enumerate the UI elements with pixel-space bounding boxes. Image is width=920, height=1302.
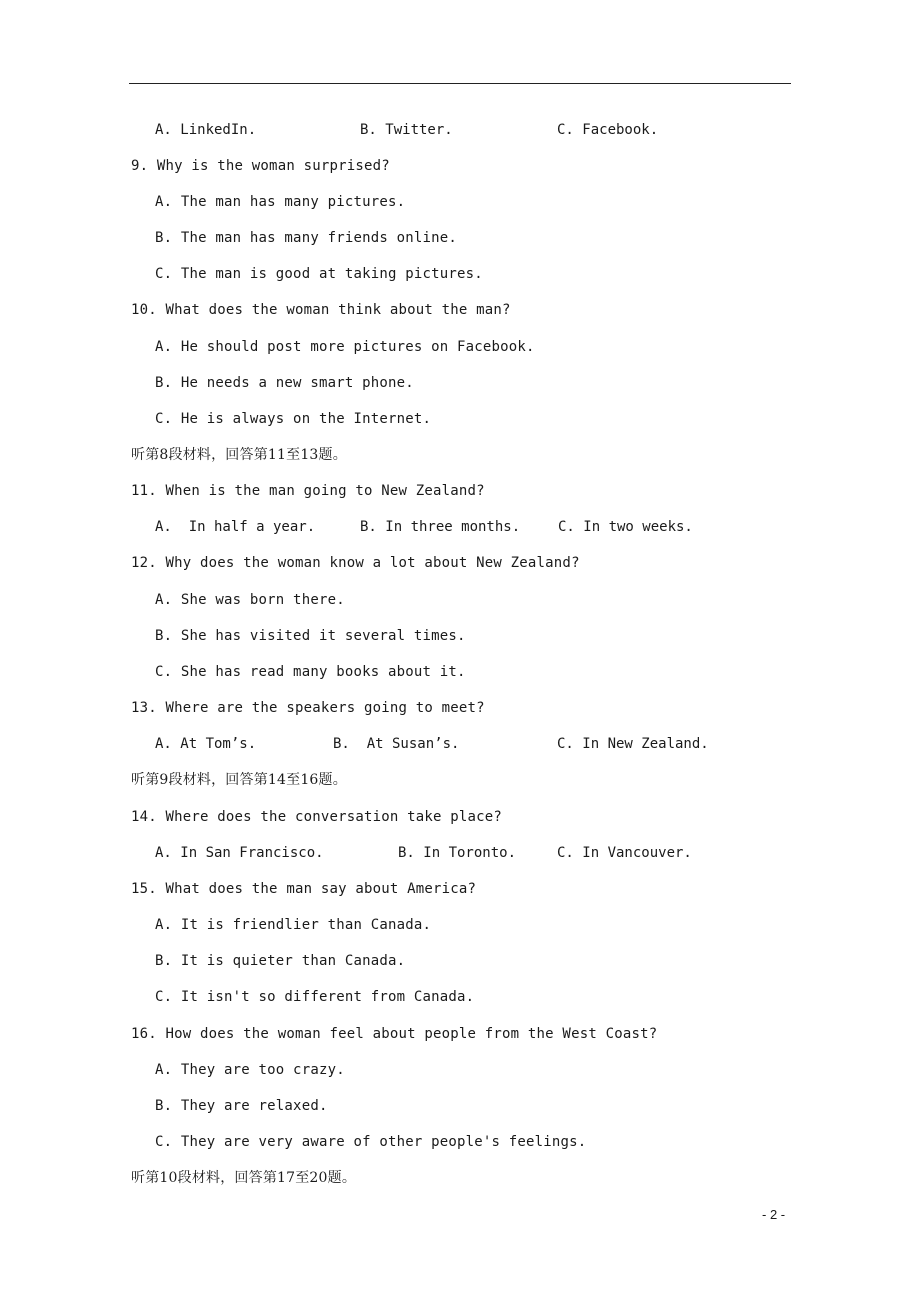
q8-option-b: B. Twitter.: [360, 122, 453, 138]
q16-option-a: A. They are too crazy.: [155, 1062, 345, 1078]
q10-option-b: B. He needs a new smart phone.: [155, 375, 414, 391]
q14-stem: 14. Where does the conversation take place?: [131, 809, 503, 825]
section-10-instruction: 听第10段材料，回答第17至20题。: [131, 1170, 357, 1186]
q8-option-c: C. Facebook.: [557, 122, 659, 138]
q12-option-c: C. She has read many books about it.: [155, 664, 466, 680]
header-rule: [129, 83, 791, 84]
q13-option-a: A. At Tom’s.: [155, 736, 257, 752]
q15-option-b: B. It is quieter than Canada.: [155, 953, 406, 969]
section-9-instruction: 听第9段材料，回答第14至16题。: [131, 772, 347, 788]
q11-option-b: B. In three months.: [360, 519, 521, 535]
q10-option-c: C. He is always on the Internet.: [155, 411, 432, 427]
q15-option-c: C. It isn't so different from Canada.: [155, 989, 475, 1005]
q13-option-b: B. At Susan’s.: [333, 736, 460, 752]
page-number: - 2 -: [762, 1207, 786, 1222]
q13-stem: 13. Where are the speakers going to meet?: [131, 700, 485, 716]
q14-option-c: C. In Vancouver.: [557, 845, 692, 861]
q11-option-c: C. In two weeks.: [558, 519, 693, 535]
q15-stem: 15. What does the man say about America?: [131, 881, 477, 897]
q10-stem: 10. What does the woman think about the man?: [131, 302, 511, 318]
q10-option-a: A. He should post more pictures on Facebook.: [155, 339, 535, 355]
q11-stem: 11. When is the man going to New Zealand?: [131, 483, 485, 499]
q9-option-c: C. The man is good at taking pictures.: [155, 266, 483, 282]
q9-option-a: A. The man has many pictures.: [155, 194, 406, 210]
q12-stem: 12. Why does the woman know a lot about New Zealand?: [131, 555, 580, 571]
q16-option-c: C. They are very aware of other people's feelings.: [155, 1134, 587, 1150]
q11-option-a: A. In half a year.: [155, 519, 316, 535]
q12-option-a: A. She was born there.: [155, 592, 345, 608]
q9-stem: 9. Why is the woman surprised?: [131, 158, 390, 174]
q14-option-a: A. In San Francisco.: [155, 845, 324, 861]
q16-stem: 16. How does the woman feel about people from the West Coast?: [131, 1026, 658, 1042]
q16-option-b: B. They are relaxed.: [155, 1098, 328, 1114]
q14-option-b: B. In Toronto.: [398, 845, 517, 861]
q8-option-a: A. LinkedIn.: [155, 122, 257, 138]
q9-option-b: B. The man has many friends online.: [155, 230, 458, 246]
q12-option-b: B. She has visited it several times.: [155, 628, 466, 644]
q15-option-a: A. It is friendlier than Canada.: [155, 917, 432, 933]
q13-option-c: C. In New Zealand.: [557, 736, 709, 752]
section-8-instruction: 听第8段材料，回答第11至13题。: [131, 447, 347, 463]
